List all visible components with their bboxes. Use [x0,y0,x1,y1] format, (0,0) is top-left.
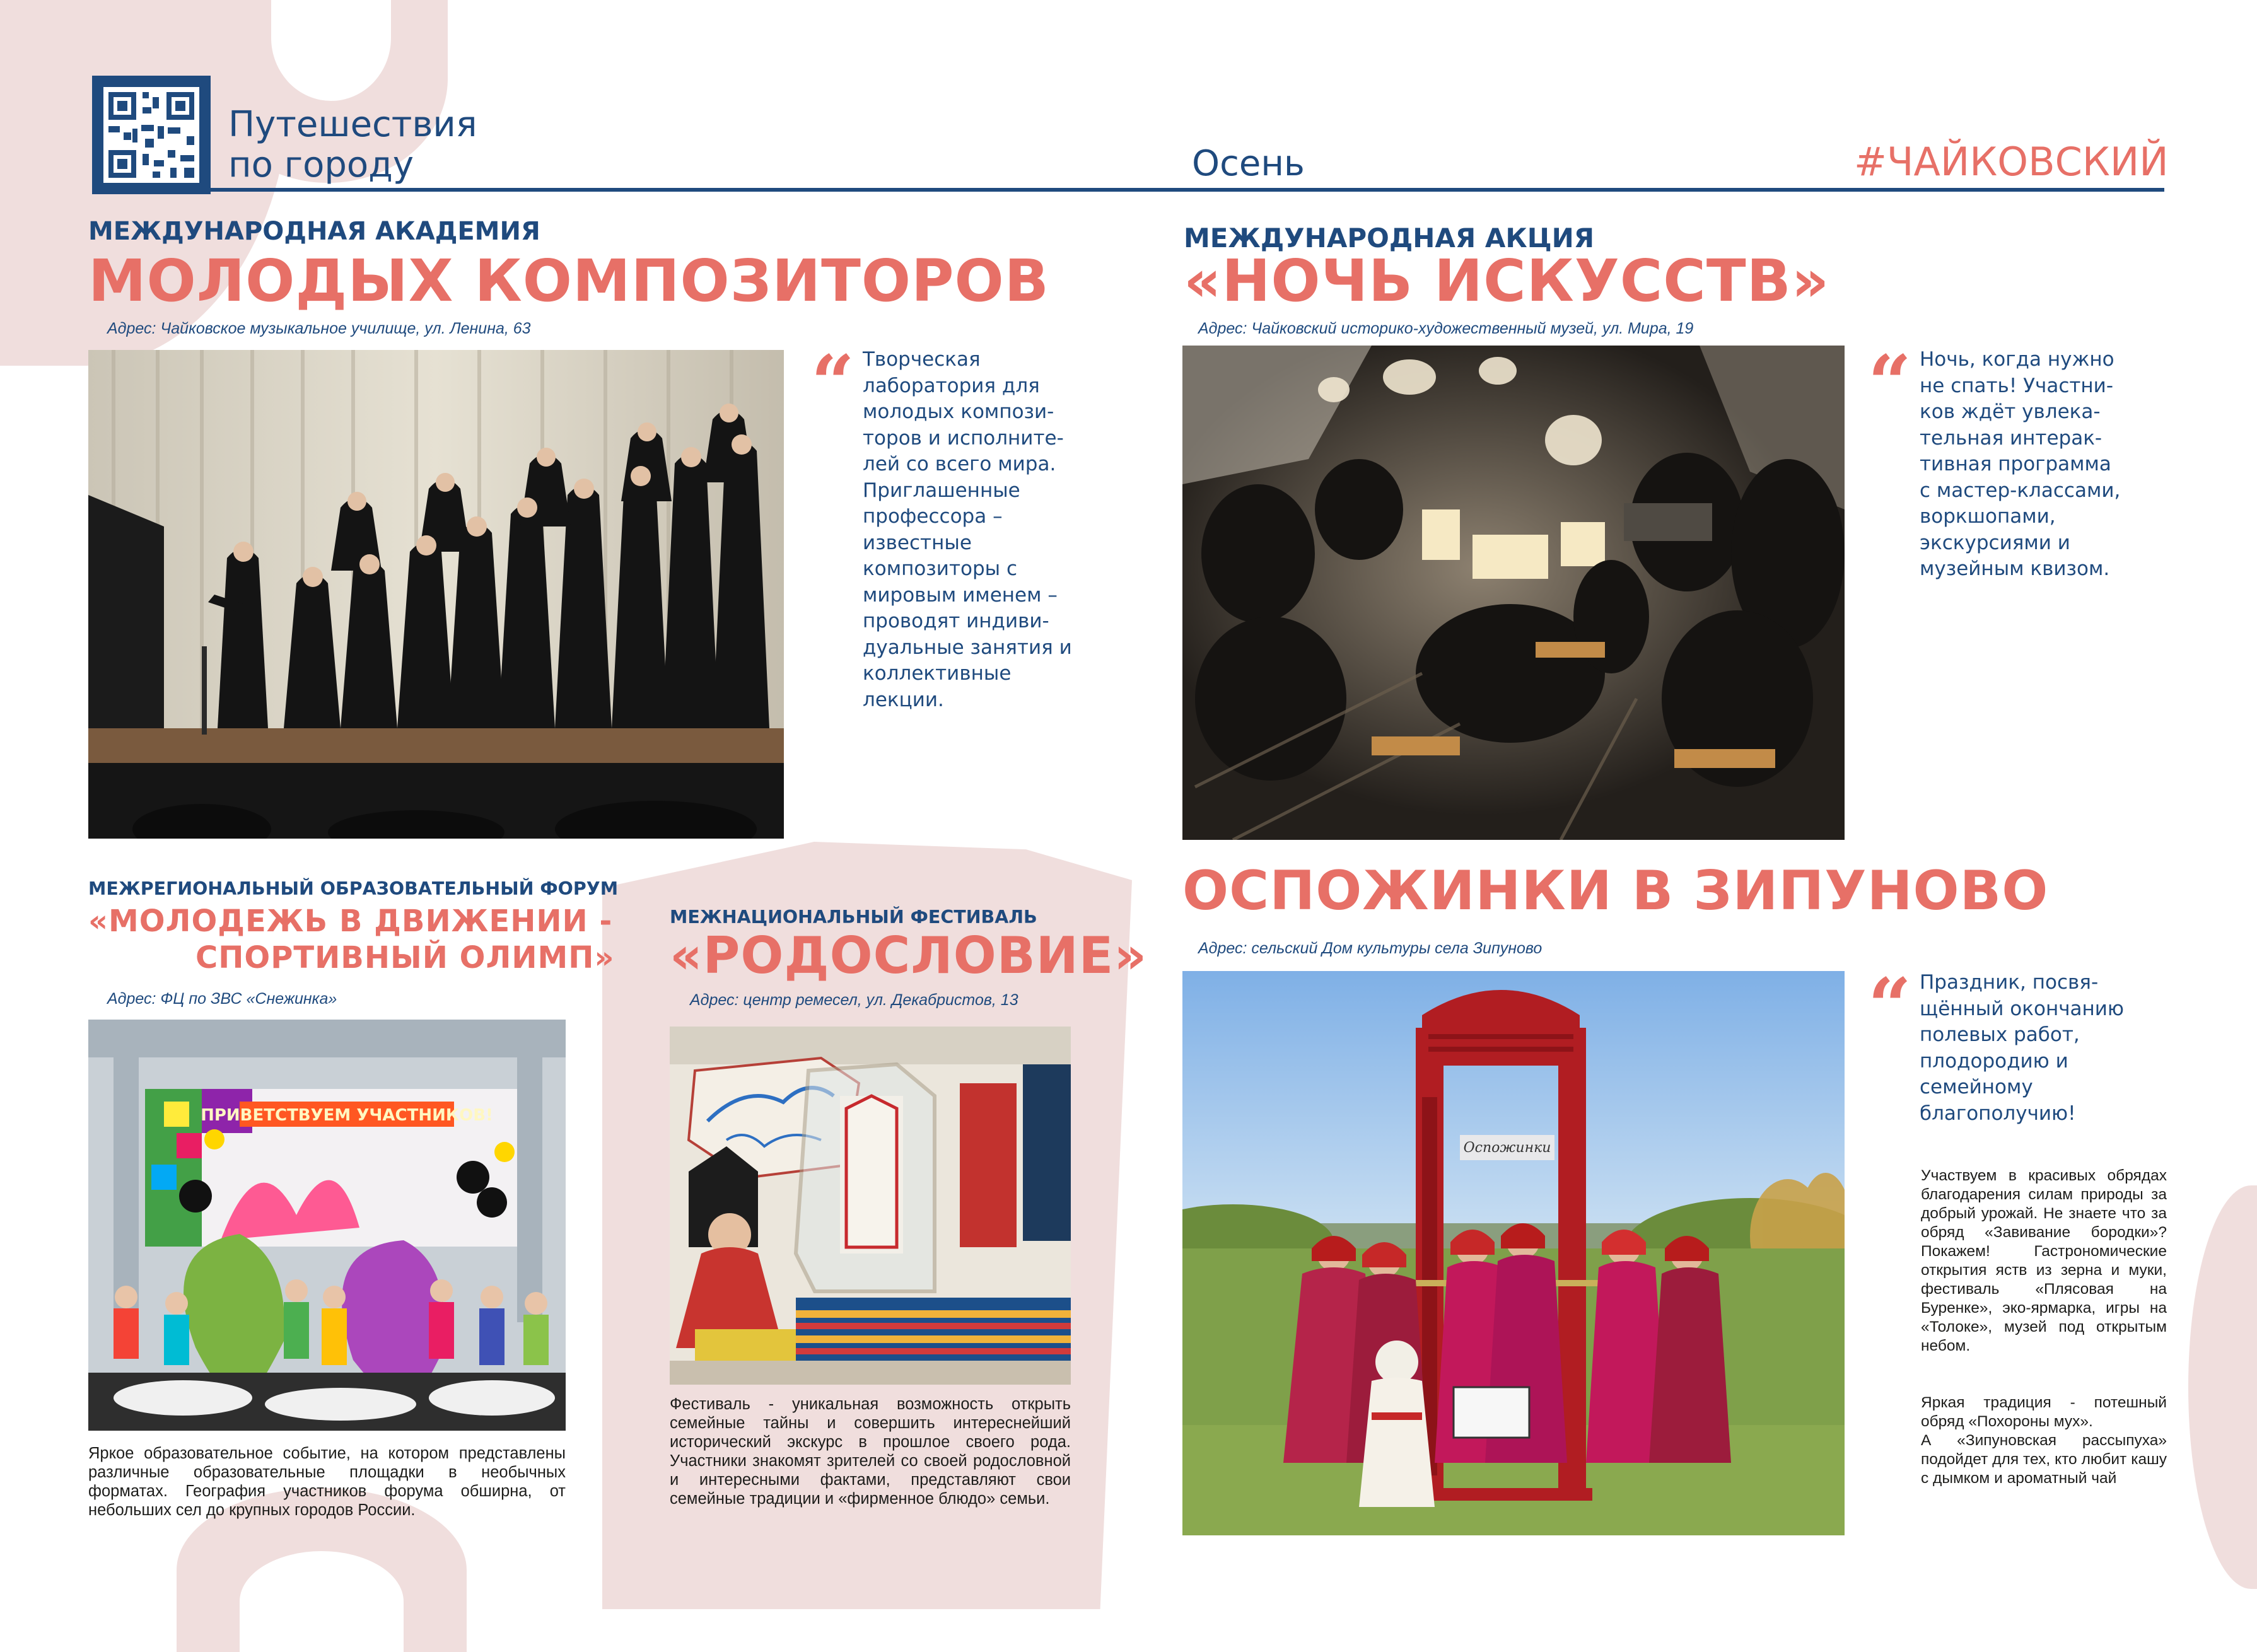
academy-address: Адрес: Чайковское музыкальное училище, ул. Ленина, 63 [107,320,531,337]
academy-quote: Творческая лаборатория для молодых компози- торов и исполните- лей со всего мира. Приглашенные профессора – известные композиторы с мировым именем – проводят индиви- дуальные занятия и коллективные лекции. [863,348,1072,711]
hashtag[interactable]: #ЧАЙКОВСКИЙ [1854,139,2169,185]
festival-title: «РОДОСЛОВИЕ» [670,926,1147,985]
choir-photo [88,350,784,839]
ospozhinki-body-2: Яркая традиция - потешный обряд «Похороны мух». [1921,1394,2167,1430]
forum-address: Адрес: ФЦ по ЗВС «Снежинка» [107,990,337,1008]
forum-title-line-2: СПОРТИВНЫЙ ОЛИМП» [195,940,615,975]
night-address: Адрес: Чайковский историко-художественный музей, ул. Мира, 19 [1198,320,1694,337]
ospozhinki-quote-mark: “ [1868,962,1912,1050]
ospozhinki-body-1: Участвуем в красивых обрядах благодарения силам природы за добрый урожай. Не знаете что за обряд «Завивание бородки»? Покажем! Гастрономические открытия яств из зерна и муки, фестиваль «Плясовая на Буренке», эко-ярмарка, игры на «Толоке», музей под открытым небом. [1921,1167,2167,1354]
museum-photo [1182,346,1845,840]
ospozhinki-body-3: А «Зипуновская рассыпуха» подойдет для тех, кто любит кашу с дымком и ароматный чай [1921,1432,2167,1487]
night-kicker: МЕЖДУНАРОДНАЯ АКЦИЯ [1184,223,1595,253]
forum-title-line-1: «МОЛОДЕЖЬ В ДВИЖЕНИИ - [88,904,613,939]
festival-address: Адрес: центр ремесел, ул. Декабристов, 13 [690,991,1018,1009]
academy-kicker: МЕЖДУНАРОДНАЯ АКАДЕМИЯ [88,217,540,246]
festival-kicker: МЕЖНАЦИОНАЛЬНЫЙ ФЕСТИВАЛЬ [670,907,1037,928]
season-label: Осень [1192,143,1305,184]
brand-line-2: по городу [228,144,414,185]
village-photo [1182,971,1845,1535]
crafts-photo [670,1027,1071,1385]
qr-code-icon [92,76,211,194]
ospozhinki-quote: Праздник, посвя- щённый окончанию полевых работ, плодородию и семейному благополучию! [1920,971,2125,1125]
ospozhinki-title: ОСПОЖИНКИ В ЗИПУНОВО [1182,859,2049,922]
forum-banner-text: ПРИВЕТСТВУЕМ УЧАСТНИКОВ! [201,1106,493,1125]
ospozhinki-address: Адрес: сельский Дом культуры села Зипуново [1198,939,1543,957]
forum-body: Яркое образовательное событие, на котором представлены различные образовательные площадки в необычных форматах. География участников форума обширна, от небольших сел до крупных городов России. [88,1445,566,1519]
forum-photo [88,1020,566,1431]
village-gate-sign: Оспожинки [1463,1140,1551,1156]
night-quote-mark: “ [1868,339,1912,428]
brand-line-1: Путешествия [228,104,477,145]
bg-blob-right [2188,1185,2257,1589]
night-title: «НОЧЬ ИСКУССТВ» [1184,247,1830,315]
academy-title: МОЛОДЫХ КОМПОЗИТОРОВ [88,247,1049,315]
festival-body: Фестиваль - уникальная возможность открыть семейные тайны и совершить интереснейший исторический экскурс в прошлое своего рода. Участники знакомят зрителей со своей родословной и интересными фактами, представляют свои семейные традиции и «фирменное блюдо» семьи. [670,1395,1071,1508]
night-quote: Ночь, когда нужно не спать! Участни- ков ждёт увлека- тельная интерак- тивная программа с мастер-классами, воркшопами, экскурсиями и музейным квизом. [1920,348,2121,580]
forum-kicker: МЕЖРЕГИОНАЛЬНЫЙ ОБРАЗОВАТЕЛЬНЫЙ ФОРУМ [88,878,619,899]
academy-quote-mark: “ [811,339,855,428]
qr-code[interactable] [92,76,211,194]
header-divider [92,188,2164,192]
bg-blob-bottom-left-cut [240,1551,404,1652]
